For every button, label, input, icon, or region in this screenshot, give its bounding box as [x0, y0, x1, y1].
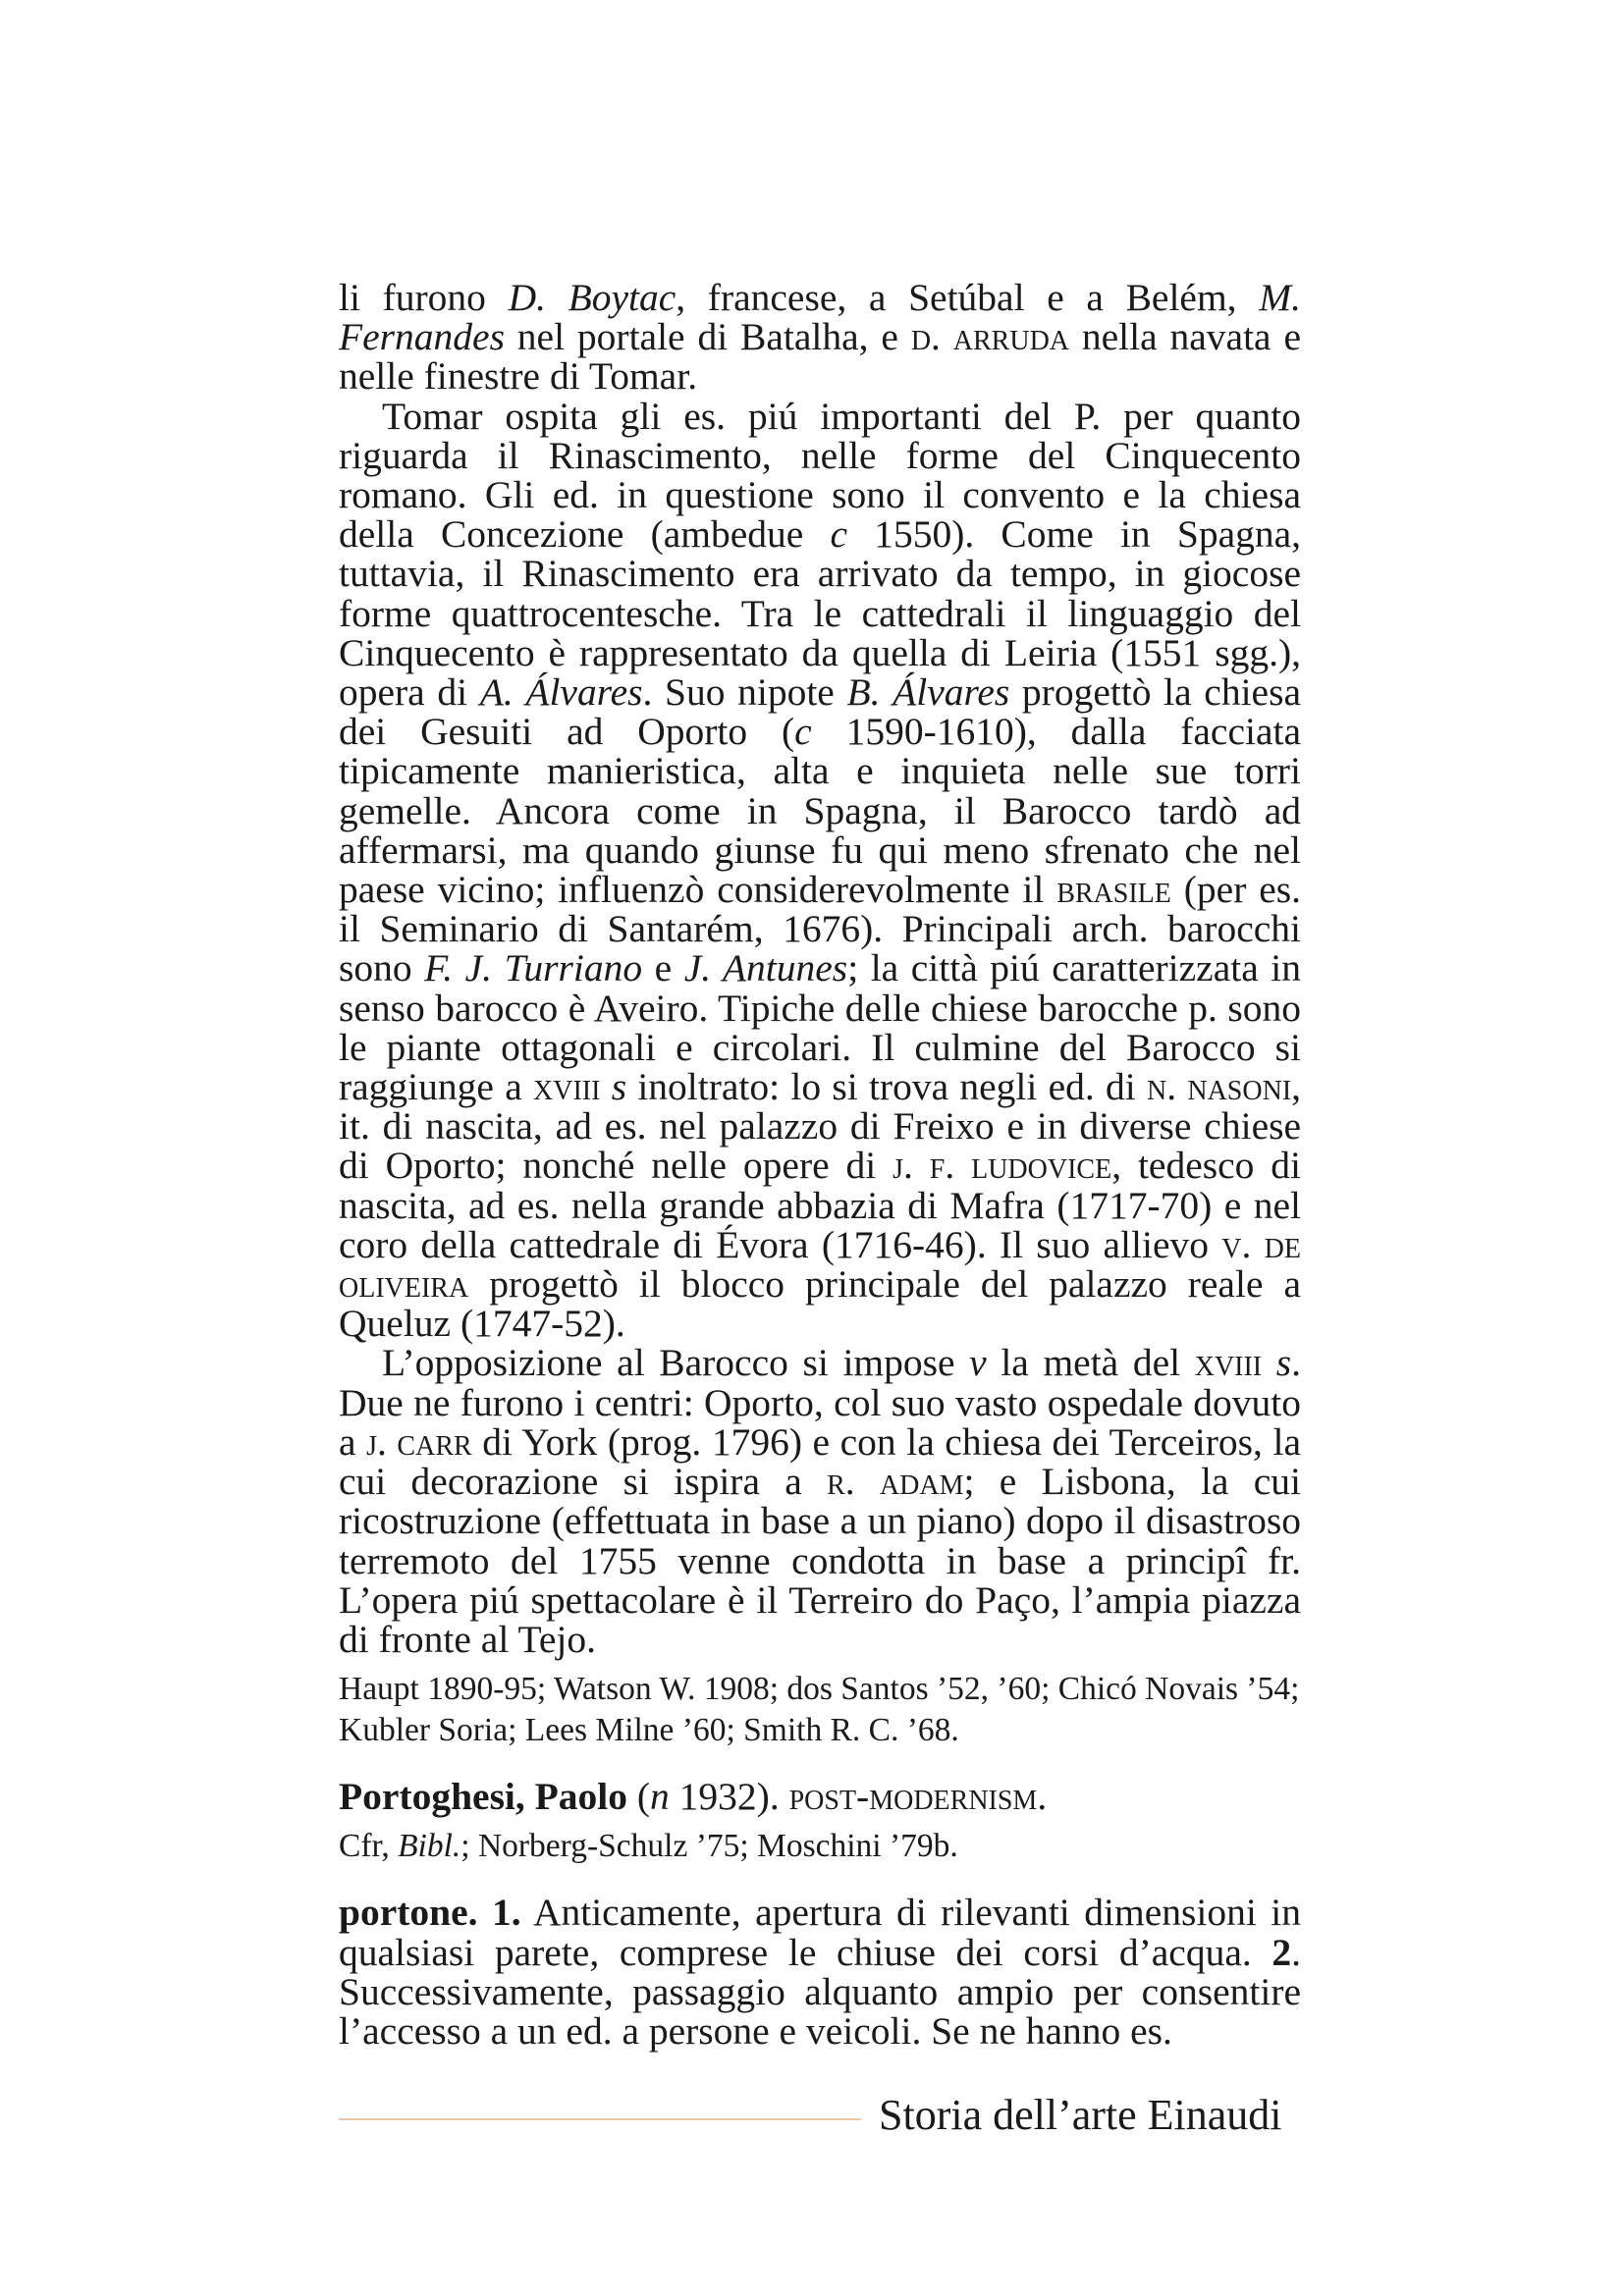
text: (per es. il Seminario di Santarém, 1676). Principali arch. barocchi sono [339, 868, 1301, 990]
entry-portoghesi [339, 1775, 1301, 1819]
verso-abbr: v [969, 1341, 987, 1385]
text: inoltrato: lo si trova negli ed. di [626, 1065, 1148, 1109]
text: . Successivamente, passaggio alquanto ampio per consentire l’accesso a un ed. a persone e veicoli. Se ne hanno es. [339, 1930, 1301, 2053]
bibl-abbr: Bibl. [398, 1828, 461, 1865]
text: Anticamente, apertura di rilevanti dimensioni in qualsiasi parete, comprese le chiuse dei corsi d’acqua. [339, 1891, 1301, 1974]
circa: c [830, 512, 848, 557]
footer-title: Storia dell’arte Einaudi [879, 2091, 1282, 2139]
text: 1550). Come in Spagna, tuttavia, il Rinascimento era arrivato da tempo, in giocose forme quattrocentesche. Tra le cattedrali il linguaggio del Cinquecento è rappresentato da quella di Leiria (1551 sgg.), opera di [339, 512, 1302, 715]
cross-ref-ludovice: j. f. ludovice [893, 1144, 1112, 1188]
headword-portone: portone. [339, 1891, 478, 1935]
cross-ref-de-oliveira: v. de oliveira [339, 1222, 1301, 1307]
paragraph-2 [339, 394, 1302, 1346]
paragraph-1 [339, 278, 1301, 397]
cross-ref-carr: j. carr [366, 1419, 472, 1464]
text: . Due ne furono i centri: Oporto, col suo vasto ospedale dovuto a [339, 1341, 1302, 1464]
text: ; la città piú caratterizzata in senso barocco è Aveiro. Tipiche delle chiese barocche p. sono le piante ottagonali e circolari. Il culmine del Barocco si raggiunge a [339, 946, 1301, 1109]
text: nella navata e nelle finestre di Tomar. [339, 315, 1301, 399]
secolo-abbr: s [611, 1065, 627, 1109]
text: , francese, a Setúbal e a Belém, [676, 276, 1260, 319]
text: L’opposizione al Barocco si impose [382, 1341, 970, 1385]
paragraph-3 [339, 1343, 1301, 1659]
name-a-alvares: A. Álvares [479, 670, 643, 715]
century-numeral: xviii [1194, 1341, 1263, 1385]
entry-portone [339, 1893, 1301, 2051]
bibliography-portoghesi [339, 1826, 1301, 1867]
name-antunes: J. Antunes [683, 946, 848, 990]
text: li furono [339, 276, 509, 319]
bibliography-portogallo: Haupt 1890-95; Watson W. 1908; dos Santos ’52, ’60; Chicó Novais ’54; Kubler Soria; Lees Milne ’60; Smith R. C. ’68. [339, 1671, 1300, 1749]
cross-ref-adam: r. adam [827, 1460, 964, 1504]
text: nel portale di Batalha, e [504, 315, 911, 359]
nato-abbr: n [650, 1775, 670, 1819]
text: , it. di nascita, ad es. nel palazzo di Freixo e in diverse chiese di Oporto; nonché nelle opere di [339, 1065, 1302, 1188]
text: Cfr, [339, 1828, 399, 1865]
cross-ref-nasoni: n. nasoni [1147, 1065, 1292, 1109]
text-column [339, 278, 1301, 2051]
cross-ref-post-modernism: post-modernism [788, 1775, 1038, 1819]
text: 1932). [669, 1775, 789, 1819]
name-turriano: F. J. Turriano [424, 946, 643, 990]
cross-ref-brasile: brasile [1056, 868, 1171, 912]
headword-portoghesi: Portoghesi, Paolo [339, 1775, 628, 1819]
cross-ref-arruda: d. arruda [910, 315, 1070, 359]
text: la metà del [986, 1341, 1195, 1385]
text: . [1037, 1775, 1048, 1819]
text: . Suo nipote [642, 670, 847, 715]
text: Tomar ospita gli es. piú importanti del P. per quanto riguarda il Rinascimento, nelle forme del Cinquecento romano. Gli ed. in questione sono il convento e la chiesa della Concezione (ambedue [339, 394, 1301, 557]
secolo-abbr: s [1275, 1341, 1292, 1385]
text: , tedesco di nascita, ad es. nella grande abbazia di Mafra (1717-70) e nel coro della cattedrale di Évora (1716-46). Il suo allievo [339, 1144, 1301, 1266]
name-fernandes: M. Fernandes [339, 276, 1301, 359]
text: progettò il blocco principale del palazzo reale a Queluz (1747-52). [339, 1262, 1301, 1346]
text: ; e Lisbona, la cui ricostruzione (effettuata in base a un piano) dopo il disastroso terremoto del 1755 venne condotta in base a principî fr. L’opera piú spettacolare è il Terreiro do Paço, l’ampia piazza di fronte al Tejo. [339, 1460, 1301, 1661]
text: 1590-1610), dalla facciata tipicamente manieristica, alta e inquieta nelle sue torri gemelle. Ancora come in Spagna, il Barocco tardò ad affermarsi, ma quando giunse fu qui meno sfrenato che nel paese vicino; influenzò considerevolmente il [339, 710, 1301, 912]
text: ( [627, 1775, 651, 1819]
text: e [642, 946, 684, 990]
circa: c [794, 710, 812, 754]
text: progettò la chiesa dei Gesuiti ad Oporto ( [339, 670, 1301, 754]
sense-number-1: 1. [477, 1891, 521, 1935]
century-numeral: xviii [533, 1065, 601, 1109]
text: di York (prog. 1796) e con la chiesa dei Terceiros, la cui decorazione si ispira a [339, 1419, 1301, 1504]
text: ; Norberg-Schulz ’75; Moschini ’79b. [460, 1828, 958, 1865]
footer-rule [339, 2118, 861, 2120]
name-boytac: D. Boytac [508, 276, 676, 319]
name-b-alvares: B. Álvares [846, 670, 1010, 715]
sense-number-2: 2 [1271, 1930, 1292, 1974]
